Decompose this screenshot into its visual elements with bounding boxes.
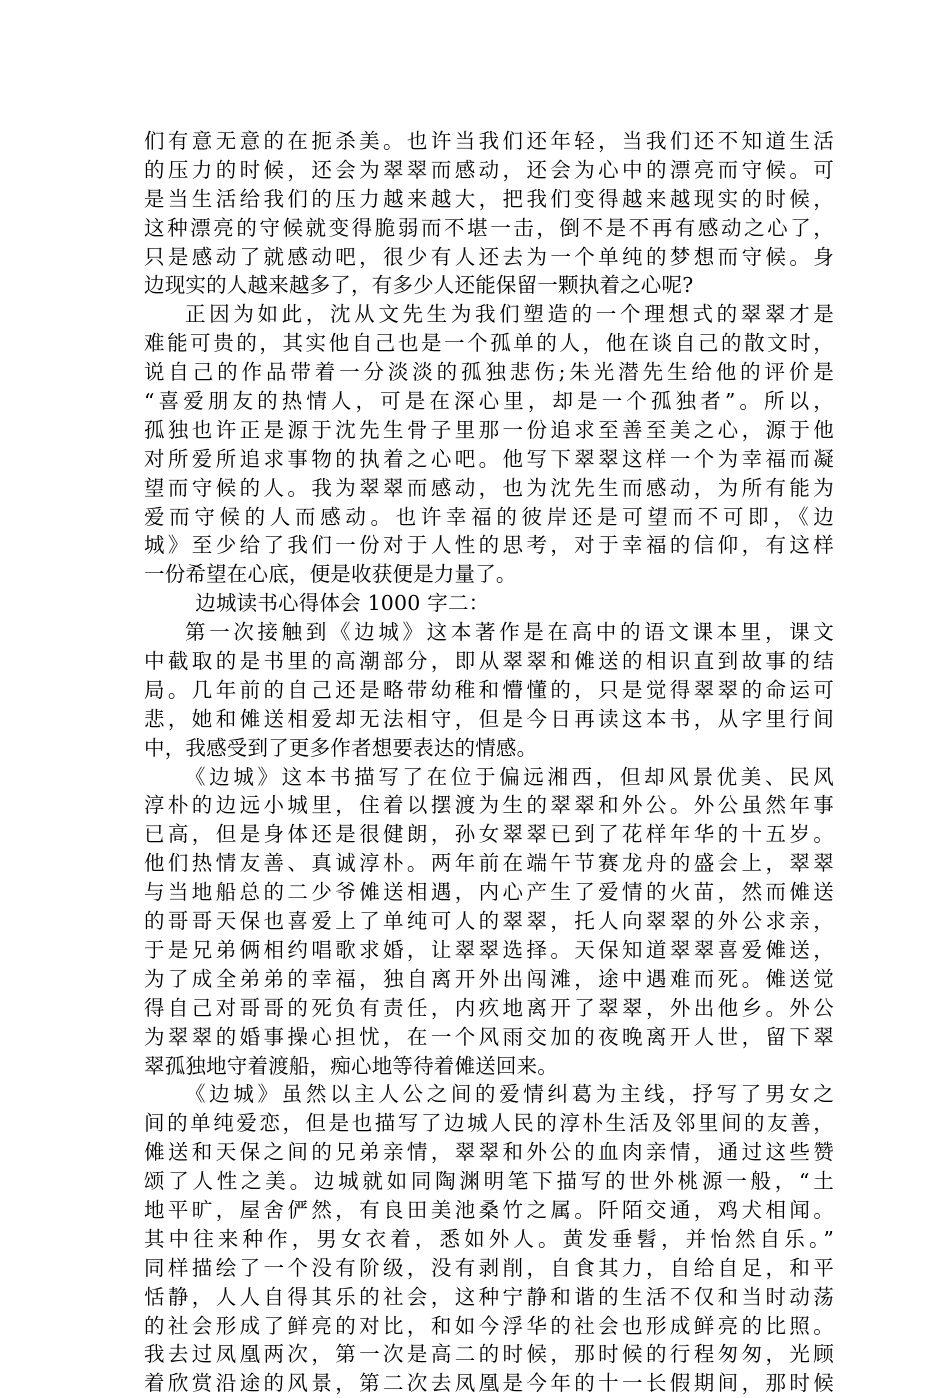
document-body — [144, 127, 834, 1398]
text-line: 第一次接触到《边城》这本著作是在高中的语文课本里，课文 — [185, 620, 834, 645]
paragraph — [144, 127, 834, 300]
text-line: 地平旷，屋舍俨然，有良田美池桑竹之属。阡陌交通，鸡犬相闻。 — [144, 1197, 834, 1222]
text-line: 《边城》这本书描写了在位于偏远湘西，但却风景优美、民风 — [185, 764, 834, 789]
text-line: 望而守候的人。我为翠翠而感动，也为沈先生而感动，为所有能为 — [144, 475, 834, 500]
text-line: 边城读书心得体会 1000 字二： — [195, 591, 490, 616]
paragraph — [144, 1080, 834, 1398]
text-line: 恬静，人人自得其乐的社会，这种宁静和谐的生活不仅和当时动荡 — [144, 1284, 834, 1309]
text-line: 中截取的是书里的高潮部分，即从翠翠和傩送的相识直到故事的结 — [144, 649, 834, 674]
text-line: 翠孤独地守着渡船，痴心地等待着傩送回来。 — [144, 1053, 558, 1078]
text-line: 这种漂亮的守候就变得脆弱而不堪一击，倒不是不再有感动之心了， — [144, 215, 834, 240]
paragraph — [144, 300, 834, 589]
text-line: 说自己的作品带着一分淡淡的孤独悲伤;朱光潜先生给他的评价是 — [144, 360, 834, 385]
text-line: 已高，但是身体还是很健朗，孙女翠翠已到了花样年华的十五岁。 — [144, 822, 834, 847]
text-line: 间的单纯爱恋，但是也描写了边城人民的淳朴生活及邻里间的友善， — [144, 1111, 834, 1136]
text-line: 难能可贵的，其实他自己也是一个孤单的人，他在谈自己的散文时， — [144, 331, 834, 356]
text-line: 颂了人性之美。边城就如同陶渊明笔下描写的世外桃源一般，“土 — [144, 1169, 834, 1194]
text-line: “喜爱朋友的热情人，可是在深心里，却是一个孤独者”。所以， — [144, 389, 834, 414]
text-line: 我去过凤凰两次，第一次是高二的时候，那时候的行程匆匆，光顾 — [144, 1342, 834, 1367]
text-line: 为了成全弟弟的幸福，独自离开外出闯滩，途中遇难而死。傩送觉 — [144, 966, 834, 991]
text-line: 着欣赏沿途的风景，第二次去凤凰是今年的十一长假期间，那时候 — [144, 1371, 834, 1396]
text-line: 得自己对哥哥的死负有责任，内疚地离开了翠翠，外出他乡。外公 — [144, 995, 834, 1020]
text-line: 中，我感受到了更多作者想要表达的情感。 — [144, 735, 538, 760]
text-line: 是当生活给我们的压力越来越大，把我们变得越来越现实的时候， — [144, 186, 834, 211]
text-line: 与当地船总的二少爷傩送相遇，内心产生了爱情的火苗，然而傩送 — [144, 880, 834, 905]
text-line: 局。几年前的自己还是略带幼稚和懵懂的，只是觉得翠翠的命运可 — [144, 677, 834, 702]
text-line: 边现实的人越来越多了，有多少人还能保留一颗执着之心呢? — [144, 273, 694, 298]
text-line: 城》至少给了我们一份对于人性的思考，对于幸福的信仰，有这样 — [144, 533, 834, 558]
text-line: 只是感动了就感动吧，很少有人还去为一个单纯的梦想而守候。身 — [144, 244, 834, 269]
text-line: 傩送和天保之间的兄弟亲情，翠翠和外公的血肉亲情，通过这些赞 — [144, 1140, 834, 1165]
text-line: 于是兄弟俩相约唱歌求婚，让翠翠选择。天保知道翠翠喜爱傩送， — [144, 937, 834, 962]
section-heading — [144, 589, 834, 618]
text-line: 正因为如此，沈从文先生为我们塑造的一个理想式的翠翠才是 — [185, 302, 834, 327]
text-line: 孤独也许正是源于沈先生骨子里那一份追求至善至美之心，源于他 — [144, 417, 834, 442]
text-line: 的社会形成了鲜亮的对比，和如今浮华的社会也形成鲜亮的比照。 — [144, 1313, 834, 1338]
text-line: 《边城》虽然以主人公之间的爱情纠葛为主线，抒写了男女之 — [185, 1082, 834, 1107]
text-line: 他们热情友善、真诚淳朴。两年前在端午节赛龙舟的盛会上，翠翠 — [144, 851, 834, 876]
text-line: 为翠翠的婚事操心担忧，在一个风雨交加的夜晚离开人世，留下翠 — [144, 1024, 834, 1049]
text-line: 悲，她和傩送相爱却无法相守，但是今日再读这本书，从字里行间 — [144, 706, 834, 731]
text-line: 淳朴的边远小城里，住着以摆渡为生的翠翠和外公。外公虽然年事 — [144, 793, 834, 818]
paragraph — [144, 618, 834, 762]
text-line: 的压力的时候，还会为翠翠而感动，还会为心中的漂亮而守候。可 — [144, 157, 834, 182]
text-line: 其中往来种作，男女衣着，悉如外人。黄发垂髫，并怡然自乐。” — [144, 1226, 834, 1251]
paragraph — [144, 763, 834, 1081]
text-line: 们有意无意的在扼杀美。也许当我们还年轻，当我们还不知道生活 — [144, 129, 834, 153]
text-line: 一份希望在心底，便是收获便是力量了。 — [144, 562, 517, 587]
text-line: 爱而守候的人而感动。也许幸福的彼岸还是可望而不可即，《边 — [144, 504, 834, 529]
text-line: 同样描绘了一个没有阶级，没有剥削，自食其力，自给自足，和平 — [144, 1255, 834, 1280]
text-line: 对所爱所追求事物的执着之心吧。他写下翠翠这样一个为幸福而凝 — [144, 446, 834, 471]
text-line: 的哥哥天保也喜爱上了单纯可人的翠翠，托人向翠翠的外公求亲， — [144, 909, 834, 934]
